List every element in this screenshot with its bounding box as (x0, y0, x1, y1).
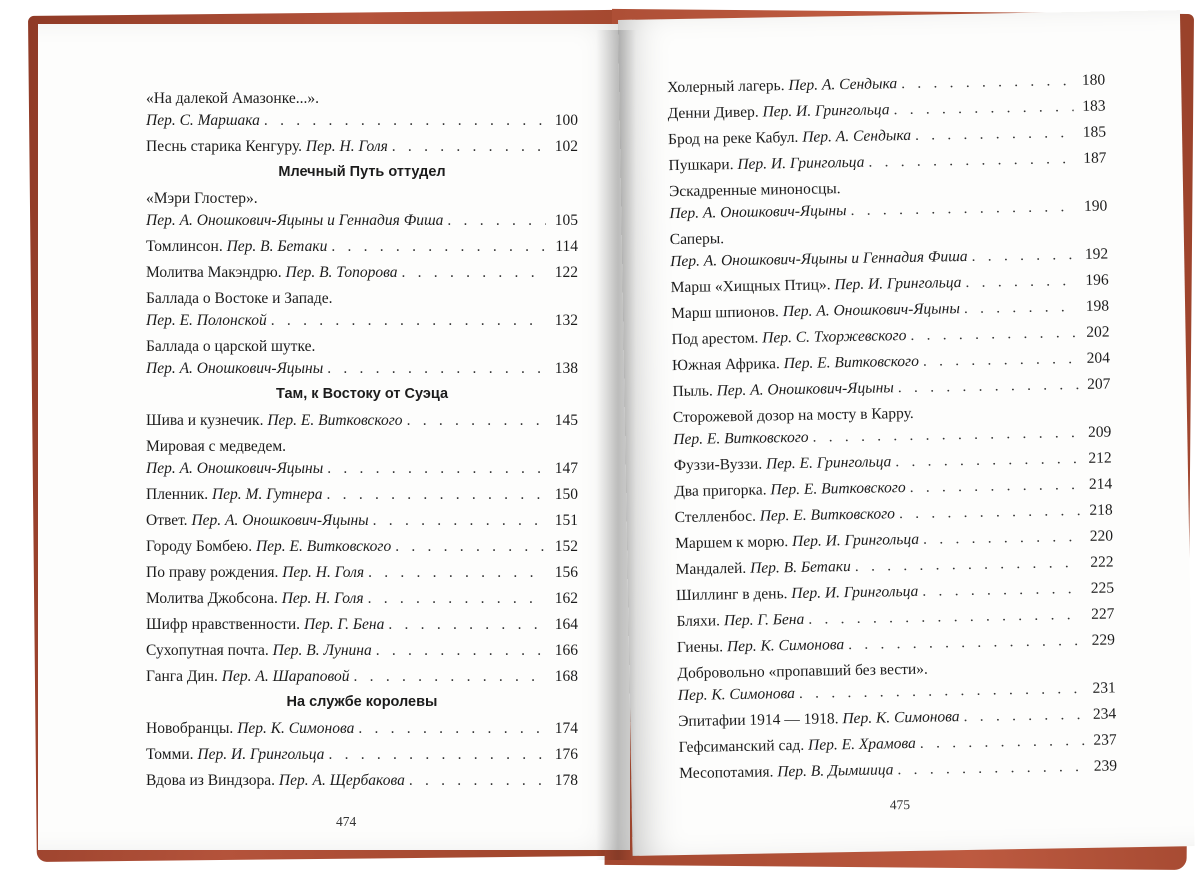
entry-title: Стелленбос. (674, 507, 757, 527)
leader-dots (354, 666, 546, 688)
entry-title: Шиллинг в день. (675, 585, 788, 605)
leader-dots (812, 422, 1079, 449)
entry-page-number: 234 (1092, 705, 1117, 723)
toc-entry (146, 484, 578, 506)
entry-translator: Пер. А. Оношкович-Яцыны (782, 300, 961, 321)
leader-dots (327, 484, 546, 506)
entry-page-number: 222 (1090, 553, 1114, 571)
entry-translator: Пер. Г. Бена (723, 610, 805, 630)
entry-page-number: 102 (554, 138, 578, 155)
toc-entry (667, 70, 1105, 100)
entry-translator: Пер. А. Оношкович-Яцыны (146, 460, 324, 477)
entry-page-number: 178 (554, 772, 578, 789)
entry-translator: Пер. К. Симонова (237, 720, 355, 737)
entry-translator: Пер. И. Грингольца (197, 746, 325, 763)
entry-translator: Пер. Е. Витковского (759, 505, 896, 525)
entry-title: Городу Бомбею. (146, 538, 253, 555)
entry-title: Баллада о царской шутке. (146, 338, 316, 355)
entry-translator: Пер. А. Оношкович-Яцыны и Геннадия Фиша (670, 247, 968, 271)
toc-entry (671, 321, 1109, 351)
left-page (38, 24, 630, 850)
toc-entry (670, 269, 1108, 299)
toc-entry (146, 510, 578, 532)
toc-entry (146, 410, 578, 432)
leader-dots (808, 604, 1083, 631)
entry-title: Ганга Дин. (146, 668, 218, 685)
leader-dots (328, 744, 546, 766)
entry-translator: Пер. А. Щербакова (278, 772, 405, 789)
leader-dots (327, 458, 546, 480)
leader-dots (868, 148, 1074, 174)
entry-translator: Пер. Е. Витковского (267, 412, 403, 429)
entry-translator: Пер. А. Оношкович-Яцыны (716, 379, 894, 400)
leader-dots (331, 236, 546, 258)
entry-page-number: 183 (1082, 97, 1106, 115)
entry-title: «Мэри Глостер». (146, 190, 258, 207)
entry-page-number: 227 (1091, 605, 1115, 623)
entry-translator: Пер. Е. Витковского (783, 352, 920, 373)
toc-entry (146, 288, 578, 332)
entry-page-number: 231 (1092, 679, 1116, 697)
entry-translator: Пер. Н. Голя (305, 138, 388, 155)
toc-entry (674, 473, 1112, 503)
entry-translator: Пер. С. Маршака (146, 112, 260, 129)
leader-dots (899, 500, 1081, 525)
entry-title: Маршем к морю. (674, 533, 789, 553)
entry-translator: Пер. Е. Грингольца (765, 453, 892, 473)
entry-translator: Пер. Е. Витковского (770, 479, 906, 499)
entry-page-number: 212 (1088, 449, 1112, 467)
leader-dots (376, 640, 546, 662)
entry-title: Сторожевой дозор на мосту в Карру. (672, 404, 914, 427)
entry-title: Марш шпионов. (670, 303, 780, 323)
entry-translator: Пер. В. Бетаки (749, 558, 852, 577)
toc-entry (670, 221, 1109, 273)
entry-page-number: 204 (1086, 349, 1111, 367)
entry-title: Холерный лагерь. (667, 77, 785, 97)
leader-dots (327, 358, 546, 380)
leader-dots (407, 410, 546, 432)
entry-title: Брод на реке Кабул. (667, 128, 799, 149)
toc-entry (671, 295, 1109, 325)
leader-dots (915, 122, 1074, 147)
entry-title: Марш «Хищных Птиц». (670, 276, 831, 297)
leader-dots (264, 110, 546, 132)
entry-page-number: 132 (554, 312, 578, 329)
entry-translator: Пер. А. Сендыка (802, 126, 912, 146)
entry-page-number: 162 (554, 590, 578, 607)
entry-page-number: 168 (554, 668, 578, 685)
entry-title: Молитва Джобсона. (146, 590, 278, 607)
toc-entry (146, 588, 578, 610)
toc-entry (677, 655, 1116, 707)
entry-translator: Пер. К. Симонова (842, 708, 960, 728)
entry-translator: Пер. В. Топорова (285, 264, 398, 281)
toc-entry (675, 525, 1113, 555)
entry-title: Два пригорка. (674, 481, 767, 501)
entry-page-number: 190 (1083, 197, 1108, 215)
entry-page-number: 237 (1093, 731, 1117, 749)
leader-dots (910, 322, 1077, 347)
entry-translator: Пер. М. Гутнера (211, 486, 323, 503)
entry-title: Эпитафии 1914 — 1918. (678, 710, 839, 731)
entry-title: Шива и кузнечик. (146, 412, 264, 429)
entry-translator: Пер. Г. Бена (303, 616, 385, 633)
entry-translator: Пер. И. Грингольца (762, 101, 890, 121)
toc-entry (146, 614, 578, 636)
leader-dots (923, 526, 1081, 551)
leader-dots (855, 552, 1082, 578)
entry-page-number: 176 (554, 746, 578, 763)
toc-entry (146, 236, 578, 258)
leader-dots (368, 588, 546, 610)
entry-page-number: 166 (554, 642, 578, 659)
toc-entry (673, 399, 1112, 451)
leader-dots (964, 296, 1078, 320)
entry-title: Мировая с медведем. (146, 438, 287, 455)
toc-entry (146, 562, 578, 584)
entry-translator: Пер. В. Дымшица (777, 761, 894, 781)
entry-translator: Пер. К. Симонова (677, 685, 796, 705)
entry-title: Гефсиманский сад. (678, 736, 805, 757)
entry-translator: Пер. И. Грингольца (737, 153, 865, 173)
entry-page-number: 192 (1084, 245, 1109, 263)
entry-page-number: 164 (554, 616, 578, 633)
entry-translator: Пер. И. Грингольца (791, 582, 919, 603)
entry-translator: Пер. Е. Храмова (807, 734, 917, 754)
entry-page-number: 174 (554, 720, 578, 737)
leader-dots (409, 770, 546, 792)
entry-title: Пленник. (146, 486, 209, 503)
entry-page-number: 100 (554, 112, 578, 129)
entry-title: Новобранцы. (146, 720, 234, 737)
section-heading: Млечный Путь оттудел (278, 164, 446, 180)
entry-title: Саперы. (669, 230, 725, 249)
leader-dots (909, 474, 1080, 499)
toc-entry (146, 536, 578, 558)
entry-translator: Пер. К. Симонова (726, 636, 845, 656)
entry-translator: Пер. В. Бетаки (226, 238, 328, 255)
toc-entry (679, 729, 1117, 759)
leader-dots (271, 310, 546, 332)
entry-title: Бляхи. (676, 612, 721, 631)
leader-dots (897, 756, 1085, 781)
toc-entry (668, 122, 1106, 152)
entry-title: Месопотамия. (679, 763, 774, 783)
entry-translator: Пер. С. Тхоржевского (762, 327, 907, 347)
toc-entry (672, 347, 1110, 377)
entry-page-number: 207 (1087, 375, 1111, 393)
toc-entry (146, 336, 578, 380)
toc-entry (669, 173, 1108, 225)
toc-entry (675, 499, 1113, 529)
table-of-contents-left (146, 88, 578, 796)
leader-dots (402, 262, 547, 284)
entry-title: Южная Африка. (671, 355, 780, 375)
leader-dots (358, 718, 546, 740)
toc-entry (675, 551, 1113, 581)
entry-page-number: 209 (1087, 423, 1112, 441)
entry-page-number: 105 (554, 212, 578, 229)
entry-page-number: 214 (1088, 475, 1113, 493)
toc-entry (674, 447, 1112, 477)
entry-title: Под арестом. (671, 329, 759, 349)
entry-translator: Пер. Е. Витковского (673, 428, 809, 449)
entry-page-number: 239 (1093, 757, 1118, 775)
leader-dots (799, 678, 1084, 705)
entry-page-number: 156 (554, 564, 578, 581)
entry-page-number: 198 (1085, 297, 1110, 315)
entry-title: Томлинсон. (146, 238, 223, 255)
entry-translator: Пер. В. Лунина (272, 642, 372, 659)
toc-entry (146, 136, 578, 158)
toc-entry (679, 755, 1117, 785)
entry-title: Молитва Макэндрю. (146, 264, 282, 281)
entry-title: Песнь старика Кенгуру. (146, 138, 303, 155)
entry-translator: Пер. И. Грингольца (834, 274, 962, 294)
entry-translator: Пер. А. Сендыка (788, 75, 898, 95)
leader-dots (392, 136, 546, 158)
toc-entry (146, 770, 578, 792)
toc-entry (677, 629, 1115, 659)
entry-title: Сухопутная почта. (146, 642, 269, 659)
entry-translator: Пер. А. Оношкович-Яцыны (191, 512, 369, 529)
entry-title: Пушкари. (668, 156, 734, 175)
toc-entry (146, 88, 578, 132)
section-heading: На службе королевы (286, 694, 438, 710)
entry-title: Пыль. (672, 382, 713, 401)
entry-page-number: 114 (555, 238, 578, 255)
entry-page-number: 220 (1089, 527, 1114, 545)
entry-translator: Пер. А. Оношкович-Яцыны и Геннадия Фиша (146, 212, 444, 229)
toc-entry (146, 744, 578, 766)
entry-title: Вдова из Виндзора. (146, 772, 276, 789)
right-page (618, 10, 1195, 856)
leader-dots (923, 348, 1078, 373)
entry-page-number: 152 (554, 538, 578, 555)
entry-title: «На далекой Амазонке...». (146, 90, 320, 107)
leader-dots (368, 562, 546, 584)
entry-translator: Пер. А. Шараповой (221, 668, 350, 685)
leader-dots (922, 578, 1082, 603)
entry-page-number: 225 (1090, 579, 1115, 597)
entry-page-number: 180 (1081, 71, 1106, 89)
toc-entry (668, 147, 1106, 177)
entry-translator: Пер. И. Грингольца (791, 530, 920, 551)
leader-dots (373, 510, 546, 532)
entry-title: Ответ. (146, 512, 188, 529)
leader-dots (848, 630, 1083, 656)
leader-dots (920, 730, 1085, 755)
leader-dots (447, 210, 546, 232)
section-heading: Там, к Востоку от Суэца (275, 386, 449, 402)
toc-entry (146, 640, 578, 662)
leader-dots (893, 96, 1073, 121)
entry-page-number: 202 (1086, 323, 1110, 341)
toc-entry (146, 436, 578, 480)
entry-page-number: 122 (554, 264, 578, 281)
toc-entry (676, 603, 1114, 633)
leader-dots (963, 704, 1084, 728)
entry-page-number: 145 (554, 412, 578, 429)
entry-title: По праву рождения. (146, 564, 279, 581)
entry-translator: Пер. Е. Витковского (255, 538, 392, 555)
leader-dots (850, 196, 1075, 222)
toc-entry (672, 373, 1110, 403)
entry-page-number: 229 (1091, 631, 1116, 649)
leader-dots (898, 374, 1079, 399)
leader-dots (895, 448, 1080, 473)
leader-dots (388, 614, 546, 636)
toc-entry (676, 577, 1114, 607)
entry-title: Гиены. (676, 638, 724, 657)
entry-translator: Пер. Н. Голя (281, 590, 364, 607)
leader-dots (971, 244, 1076, 268)
leader-dots (901, 70, 1073, 95)
entry-title: Добровольно «пропавший без вести». (677, 660, 928, 683)
entry-page-number: 151 (554, 512, 578, 529)
toc-entry (146, 718, 578, 740)
entry-translator: Пер. Е. Полонской (146, 312, 267, 329)
entry-translator: Пер. А. Оношкович-Яцыны (146, 360, 324, 377)
entry-page-number: 196 (1085, 271, 1109, 289)
entry-page-number: 185 (1082, 123, 1107, 141)
entry-title: Денни Дивер. (667, 103, 759, 123)
page-number-left: 474 (336, 814, 357, 829)
toc-entry (667, 96, 1105, 126)
toc-entry (146, 188, 578, 232)
entry-page-number: 218 (1089, 501, 1113, 519)
entry-title: Томми. (146, 746, 194, 763)
entry-translator: Пер. Н. Голя (282, 564, 365, 581)
entry-page-number: 187 (1083, 149, 1107, 167)
toc-entry (146, 666, 578, 688)
page-number-right: 475 (889, 797, 911, 813)
entry-translator: Пер. А. Оношкович-Яцыны (669, 202, 847, 223)
entry-title: Эскадренные миноносцы. (668, 180, 841, 201)
entry-title: Баллада о Востоке и Западе. (146, 290, 333, 307)
entry-title: Шифр нравственности. (146, 616, 301, 633)
toc-entry (678, 703, 1116, 733)
entry-page-number: 138 (554, 360, 578, 377)
entry-title: Фуззи-Вуззи. (673, 455, 763, 475)
entry-page-number: 150 (554, 486, 578, 503)
toc-entry (146, 262, 578, 284)
entry-title: Мандалей. (675, 559, 747, 579)
leader-dots (965, 270, 1077, 294)
entry-page-number: 147 (554, 460, 578, 477)
table-of-contents-right (667, 70, 1117, 790)
leader-dots (395, 536, 546, 558)
